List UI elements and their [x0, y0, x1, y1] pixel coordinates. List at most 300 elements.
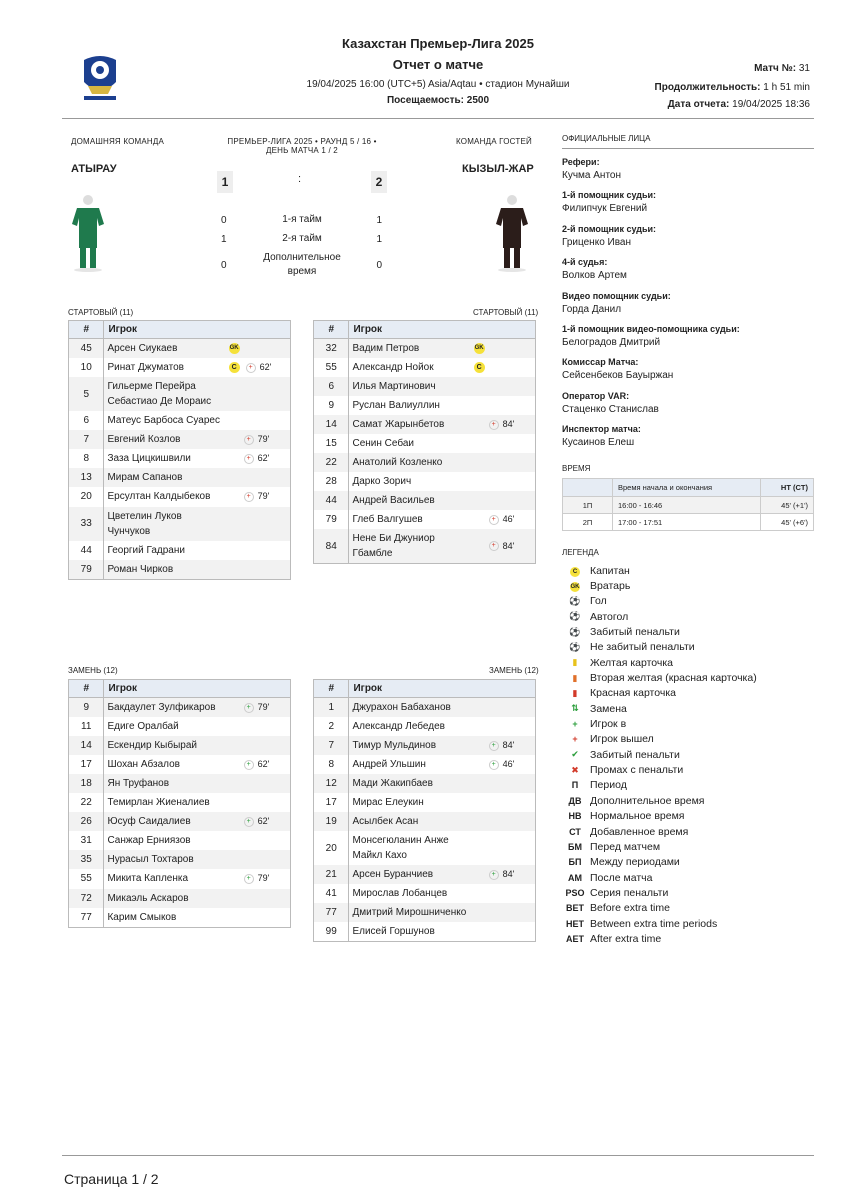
official-name: Кусаинов Елеш [562, 437, 635, 449]
player-number: 9 [314, 396, 349, 415]
legend-title: ЛЕГЕНДА [562, 548, 599, 557]
player-events [226, 541, 291, 560]
official-role: 1-й помощник судьи: [562, 190, 657, 201]
legend-abbreviation: П [571, 780, 579, 791]
player-events [226, 889, 291, 908]
home-kit-icon [68, 194, 108, 272]
player-name: Роман Чирков [104, 560, 226, 580]
player-row [314, 415, 536, 434]
legend-text: Капитан [590, 564, 630, 577]
second-yellow-icon: ▮ [572, 672, 578, 683]
col-num-header: # [314, 680, 349, 698]
official-entry [562, 155, 621, 183]
player-number: 6 [69, 411, 104, 430]
player-number: 84 [314, 529, 349, 564]
player-number: 33 [69, 507, 104, 541]
player-row [314, 922, 536, 942]
legend-abbreviation: ДВ [568, 795, 582, 806]
player-number: 2 [314, 717, 349, 736]
goalkeeper-icon: GK [474, 343, 485, 354]
player-row [314, 529, 536, 564]
player-number: 17 [69, 755, 104, 774]
time-row: 1П 16:00 - 16:46 45' (+1') [563, 497, 814, 514]
captain-icon: C [474, 362, 485, 373]
player-row [314, 865, 536, 884]
player-number: 6 [314, 377, 349, 396]
sub-minute: 46' [502, 759, 515, 770]
legend-text: Забитый пенальти [590, 626, 680, 639]
player-row [69, 339, 291, 359]
player-events [226, 717, 291, 736]
player-number: 79 [69, 560, 104, 580]
player-row [69, 449, 291, 468]
player-number: 99 [314, 922, 349, 942]
player-events [226, 812, 291, 831]
legend-text: Промах с пенальти [590, 764, 684, 777]
player-in-icon: + [244, 703, 254, 713]
penalty-missed-icon: ⚽ [569, 641, 581, 652]
player-events [226, 560, 291, 580]
col-player-header: Игрок [349, 321, 536, 339]
player-row [314, 774, 536, 793]
sub-minute: 62' [257, 453, 270, 464]
player-row [314, 831, 536, 865]
legend-text: Before extra time [590, 902, 670, 915]
score-separator: : [298, 173, 302, 185]
away-starting-label: СТАРТОВЫЙ (11) [473, 308, 539, 317]
official-name: Кучма Антон [562, 170, 621, 181]
player-name: Мирослав Лобанцев [349, 884, 471, 903]
player-name: Ян Труфанов [104, 774, 226, 793]
legend-abbreviation: СТ [569, 826, 581, 837]
player-name: Илья Мартинович [349, 377, 471, 396]
player-out-icon: + [244, 435, 254, 445]
player-events [471, 434, 536, 453]
attendance: Посещаемость: 2500 [386, 95, 490, 106]
player-name: Руслан Валиуллин [349, 396, 471, 415]
legend-item [565, 793, 757, 808]
player-events [471, 339, 536, 359]
sub-minute: 46' [502, 514, 515, 525]
player-row [314, 717, 536, 736]
legend-text: Автогол [590, 610, 629, 623]
player-out-icon: + [489, 515, 499, 525]
official-name: Стаценко Станислав [562, 403, 659, 415]
player-number: 55 [314, 358, 349, 377]
player-row [69, 698, 291, 718]
header-divider [62, 118, 814, 119]
player-row [69, 541, 291, 560]
player-events [471, 865, 536, 884]
col-player-header: Игрок [104, 321, 291, 339]
player-events [226, 358, 291, 377]
player-number: 32 [314, 339, 349, 359]
table-header-row [69, 321, 291, 339]
home-team-name: АТЫРАУ [71, 163, 117, 175]
player-row [314, 396, 536, 415]
legend-item [565, 609, 757, 624]
player-events [471, 717, 536, 736]
player-number: 1 [314, 698, 349, 718]
legend-item [565, 916, 757, 931]
legend-abbreviation: BET [566, 903, 584, 914]
player-row [314, 884, 536, 903]
table-header-row [314, 321, 536, 339]
legend-text: Между периодами [590, 856, 680, 869]
player-name: Джурахон Бабаханов [349, 698, 471, 718]
away-team-label: КОМАНДА ГОСТЕЙ [456, 137, 532, 146]
player-name: Александр Нойок [349, 358, 471, 377]
official-name: Белоградов Дмитрий [562, 337, 661, 348]
player-name: Дмитрий Мирошниченко [349, 903, 471, 922]
away-kit-icon [492, 194, 532, 272]
sub-minute: 84' [502, 419, 515, 430]
footer-divider [62, 1155, 814, 1156]
player-row [69, 869, 291, 888]
col-num-header: # [69, 321, 104, 339]
player-number: 45 [69, 339, 104, 359]
player-number: 44 [314, 491, 349, 510]
player-name: Сенин Себаи [349, 434, 471, 453]
captain-icon: C [229, 362, 240, 373]
legend-abbreviation: НВ [568, 811, 582, 822]
player-name: Анатолий Козленко [349, 453, 471, 472]
player-name: Цветелин Луков Чунчуков [104, 507, 226, 541]
player-events [471, 453, 536, 472]
penalty-scored-icon: ⚽ [569, 626, 581, 637]
col-num-header: # [314, 321, 349, 339]
player-name: Вадим Петров [349, 339, 471, 359]
player-row [69, 560, 291, 580]
officials-divider [562, 148, 814, 149]
player-name: Арсен Буранчиев [349, 865, 471, 884]
official-name: Гриценко Иван [562, 236, 631, 248]
player-number: 22 [69, 793, 104, 812]
player-events [471, 358, 536, 377]
player-events [226, 430, 291, 449]
player-name: Нене Би Джуниор Гбамбле [349, 529, 471, 564]
official-name: Сейсенбеков Бауыржан [562, 370, 674, 382]
table-header-row [69, 680, 291, 698]
page-number: Страница 1 / 2 [64, 1171, 159, 1187]
player-events [471, 903, 536, 922]
player-name: Асылбек Асан [349, 812, 471, 831]
player-events [471, 774, 536, 793]
player-in-icon: + [572, 719, 578, 730]
player-row [69, 430, 291, 449]
legend-item [565, 855, 757, 870]
player-name: Матеус Барбоса Суарес [104, 411, 226, 430]
goalkeeper-icon: GK [229, 343, 240, 354]
legend-item [565, 640, 757, 655]
legend-text: Замена [590, 702, 627, 715]
home-subs-table [68, 679, 291, 928]
player-events [471, 472, 536, 491]
player-events [226, 698, 291, 718]
player-out-icon: + [244, 492, 254, 502]
player-name: Мирам Сапанов [104, 468, 226, 487]
home-score: 1 [217, 171, 233, 193]
legend-item [565, 670, 757, 685]
player-row [314, 510, 536, 529]
player-events [471, 415, 536, 434]
legend-text: Серия пенальти [590, 886, 669, 899]
legend-item [565, 931, 757, 946]
player-events [226, 755, 291, 774]
player-events [471, 884, 536, 903]
player-number: 12 [314, 774, 349, 793]
away-subs-table [313, 679, 536, 942]
time-header-row [563, 479, 814, 497]
legend-item [565, 901, 757, 916]
player-name: Санжар Ерниязов [104, 831, 226, 850]
legend-abbreviation: HET [566, 918, 584, 929]
legend-item [565, 594, 757, 609]
player-row [69, 736, 291, 755]
away-team-name: КЫЗЫЛ-ЖАР [462, 163, 534, 175]
sub-minute: 79' [257, 491, 270, 502]
legend-abbreviation: БП [568, 857, 582, 868]
legend-item [565, 716, 757, 731]
player-number: 7 [314, 736, 349, 755]
player-name: Монсегюланин Анже Майкл Кахо [349, 831, 471, 865]
col-player-header: Игрок [349, 680, 536, 698]
legend-abbreviation: АМ [568, 872, 582, 883]
time-row: 2П 17:00 - 17:51 45' (+6') [563, 514, 814, 531]
period-row: 0 Дополнительное время 0 [221, 252, 382, 277]
report-league-title: Казахстан Премьер-Лига 2025 [342, 36, 534, 51]
legend-item [565, 870, 757, 885]
player-name: Микаэль Аскаров [104, 889, 226, 908]
player-events [471, 377, 536, 396]
legend-text: Период [590, 779, 627, 792]
legend-item [565, 732, 757, 747]
player-row [69, 793, 291, 812]
official-entry [562, 355, 673, 383]
legend-item [565, 655, 757, 670]
away-starting-table [313, 320, 536, 564]
official-role: Комиссар Матча: [562, 357, 639, 368]
player-events [226, 793, 291, 812]
col-player-header: Игрок [104, 680, 291, 698]
player-name: Ринат Джуматов [104, 358, 226, 377]
player-row [69, 377, 291, 411]
legend-text: Красная карточка [590, 687, 676, 700]
sub-minute: 79' [257, 434, 270, 445]
player-name: Бакдаулет Зулфикаров [104, 698, 226, 718]
official-role: 4-й судья: [562, 257, 608, 268]
legend-text: Игрок в [590, 718, 627, 731]
player-number: 41 [314, 884, 349, 903]
player-name: Тимур Мульдинов [349, 736, 471, 755]
match-duration: Продолжительность: 1 h 51 min [654, 82, 810, 93]
player-in-icon: + [489, 741, 499, 751]
player-name: Елисей Горшунов [349, 922, 471, 942]
player-row [69, 812, 291, 831]
player-number: 26 [69, 812, 104, 831]
time-title: ВРЕМЯ [562, 464, 591, 473]
official-entry [562, 222, 656, 250]
away-subs-label: ЗАМЕНЬ (12) [489, 666, 539, 675]
player-number: 7 [69, 430, 104, 449]
official-name: Филипчук Евгений [562, 203, 648, 215]
player-events [471, 698, 536, 718]
player-row [314, 377, 536, 396]
player-number: 20 [314, 831, 349, 865]
legend-item [565, 778, 757, 793]
player-name: Самат Жарынбетов [349, 415, 471, 434]
player-row [69, 468, 291, 487]
sub-minute: 62' [257, 759, 270, 770]
player-events [471, 736, 536, 755]
player-number: 55 [69, 869, 104, 888]
sub-minute: 62' [259, 362, 272, 373]
legend-text: Between extra time periods [590, 917, 718, 930]
time-col-start: Время начала и окончания [613, 479, 761, 497]
legend-text: Перед матчем [590, 840, 661, 853]
player-events [471, 831, 536, 865]
legend-text: Забитый пенальти [590, 748, 680, 761]
official-entry [562, 188, 656, 216]
legend-list [565, 563, 757, 947]
player-number: 20 [69, 487, 104, 506]
player-row [314, 736, 536, 755]
match-number: Матч №: 31 [754, 63, 810, 74]
official-name: Волков Артем [562, 270, 627, 282]
player-number: 13 [69, 468, 104, 487]
table-header-row [314, 680, 536, 698]
player-name: Арсен Сиукаев [104, 339, 226, 359]
officials-title: ОФИЦИАЛЬНЫЕ ЛИЦА [562, 134, 651, 143]
player-row [314, 434, 536, 453]
player-name: Гильерме Перейра Себастиао Де Мораис [104, 377, 226, 411]
sub-minute: 79' [257, 702, 270, 713]
player-row [314, 903, 536, 922]
player-out-icon: + [489, 541, 499, 551]
player-number: 8 [314, 755, 349, 774]
player-row [314, 812, 536, 831]
player-in-icon: + [489, 870, 499, 880]
player-events [226, 507, 291, 541]
official-entry [562, 422, 641, 450]
legend-abbreviation: AET [566, 933, 584, 944]
time-table [562, 478, 814, 531]
player-events [471, 755, 536, 774]
sub-minute: 84' [502, 740, 515, 751]
legend-item [565, 624, 757, 639]
player-events [471, 396, 536, 415]
legend-text: Гол [590, 595, 607, 608]
legend-text: Дополнительное время [590, 794, 705, 807]
player-name: Мади Жакипбаев [349, 774, 471, 793]
player-events [226, 487, 291, 506]
player-out-icon: + [489, 420, 499, 430]
player-out-icon: + [244, 454, 254, 464]
player-events [226, 377, 291, 411]
official-role: Видео помощник судьи: [562, 290, 671, 301]
captain-icon: C [565, 565, 585, 577]
player-row [69, 774, 291, 793]
sub-minute: 79' [257, 873, 270, 884]
period-row: 0 1-я тайм 1 [221, 214, 382, 226]
legend-text: Нормальное время [590, 810, 685, 823]
player-name: Георгий Гадрани [104, 541, 226, 560]
home-starting-label: СТАРТОВЫЙ (11) [68, 308, 134, 317]
player-events [471, 491, 536, 510]
player-number: 18 [69, 774, 104, 793]
goalkeeper-icon: GK [570, 584, 580, 591]
player-number: 17 [314, 793, 349, 812]
player-row [314, 793, 536, 812]
player-row [69, 358, 291, 377]
substitution-icon: ⇅ [571, 703, 579, 714]
player-events [471, 793, 536, 812]
player-row [69, 908, 291, 928]
player-number: 19 [314, 812, 349, 831]
sub-minute: 84' [502, 869, 515, 880]
player-name: Глеб Валгушев [349, 510, 471, 529]
player-row [69, 717, 291, 736]
player-name: Юсуф Саидалиев [104, 812, 226, 831]
legend-item [565, 686, 757, 701]
competition-info: ПРЕМЬЕР-ЛИГА 2025 • РАУНД 5 / 16 • ДЕНЬ МАТЧА 1 / 2 [227, 137, 377, 155]
player-number: 9 [69, 698, 104, 718]
legend-abbreviation: PSO [565, 887, 585, 898]
official-entry [562, 289, 671, 317]
legend-abbreviation: БМ [568, 841, 582, 852]
player-out-icon: + [246, 363, 256, 373]
player-number: 11 [69, 717, 104, 736]
match-datetime-venue: 19/04/2025 16:00 (UTC+5) Asia/Aqtau • стадион Мунайши [306, 79, 570, 90]
league-logo [78, 52, 122, 102]
player-row [314, 339, 536, 359]
official-role: 2-й помощник судьи: [562, 223, 657, 234]
goal-icon: ⚽ [569, 595, 581, 606]
player-number: 10 [69, 358, 104, 377]
player-events [226, 468, 291, 487]
player-in-icon: + [244, 760, 254, 770]
home-team-label: ДОМАШНЯЯ КОМАНДА [71, 137, 165, 146]
player-number: 79 [314, 510, 349, 529]
player-row [314, 698, 536, 718]
player-name: Андрей Васильев [349, 491, 471, 510]
player-events [471, 529, 536, 564]
legend-item [565, 747, 757, 762]
player-events [471, 812, 536, 831]
player-name: Ерсултан Калдыбеков [104, 487, 226, 506]
player-number: 22 [314, 453, 349, 472]
legend-text: After extra time [590, 932, 662, 945]
official-name: Горда Данил [562, 303, 622, 315]
player-events [226, 339, 291, 359]
legend-text: Игрок вышел [590, 733, 654, 746]
player-number: 8 [69, 449, 104, 468]
away-score: 2 [371, 171, 387, 193]
player-number: 21 [314, 865, 349, 884]
player-events [226, 850, 291, 869]
player-row [314, 358, 536, 377]
player-row [69, 850, 291, 869]
legend-item [565, 563, 757, 578]
player-events [226, 411, 291, 430]
player-name: Андрей Ульшин [349, 755, 471, 774]
legend-item [565, 839, 757, 854]
player-in-icon: + [244, 817, 254, 827]
player-name: Дарко Зорич [349, 472, 471, 491]
official-role: 1-й помощник видео-помощника судьи: [562, 324, 740, 334]
player-number: 72 [69, 889, 104, 908]
player-events [226, 736, 291, 755]
